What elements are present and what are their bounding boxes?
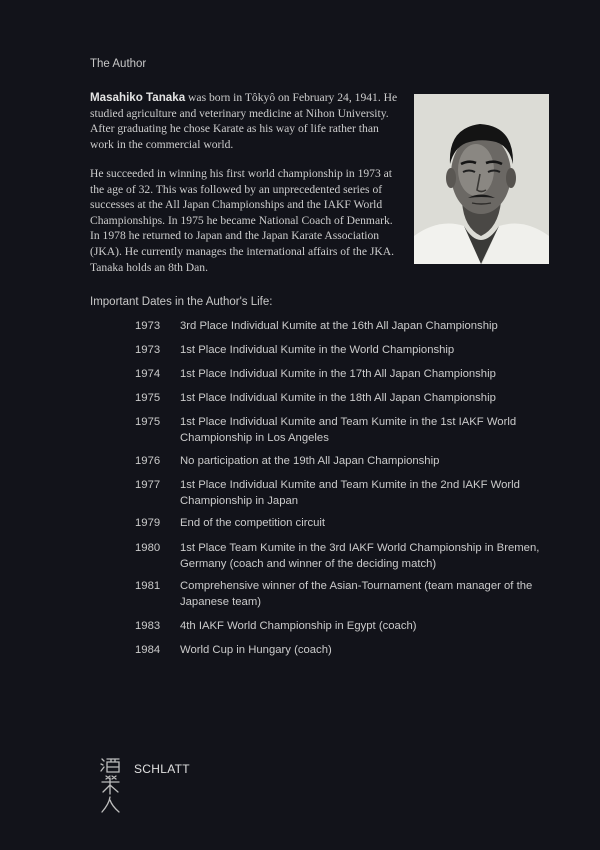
date-entry-text: 1st Place Individual Kumite and Team Kumite in the 1st IAKF World Championship in Los Angeles (180, 416, 517, 444)
publisher-seal (98, 756, 122, 819)
author-bio-paragraph-1 (90, 90, 400, 152)
date-entry-text: 1st Place Individual Kumite in the 17th All Japan Championship (180, 368, 496, 380)
date-entry-text: 1st Place Individual Kumite and Team Kumite in the 2nd IAKF World Championship in Japan (180, 479, 520, 507)
author-bio-paragraph-1-text: was born in Tôkyô on February 24, 1941. He studied agriculture and veterinary medicine at Nihon University. After graduating he chose Karate as his way of life rather than work in the commercial world. (90, 91, 398, 151)
date-entry-text: 1st Place Individual Kumite in the World Championship (180, 344, 455, 356)
author-portrait-image (414, 94, 549, 264)
date-entry-text: 1st Place Team Kumite in the 3rd IAKF World Championship in Bremen, Germany (coach and winner of the deciding match) (180, 542, 540, 570)
date-entry-year: 1983 (135, 620, 161, 632)
author-bio-paragraph-2: He succeeded in winning his first world championship in 1973 at the age of 32. This was followed by an unprecedented series of successes at the All Japan Championships and the IAKF World Championships. In 1975 he became National Coach of Denmark. In 1978 he returned to Japan and the Japan Karate Association (JKA). He currently manages the international affairs of the JKA. Tanaka holds an 8th Dan. (90, 167, 395, 274)
important-dates-heading: Important Dates in the Author's Life: (90, 296, 273, 308)
date-entry-year: 1979 (135, 517, 161, 529)
date-entry-year: 1981 (135, 580, 161, 592)
date-entry-year: 1974 (135, 368, 161, 380)
date-entry-text: World Cup in Hungary (coach) (180, 644, 332, 656)
author-portrait (414, 94, 549, 264)
date-entry-year: 1976 (135, 455, 161, 467)
publisher-name: SCHLATT (134, 762, 190, 776)
date-entry-year: 1973 (135, 320, 161, 332)
date-entry-text: Comprehensive winner of the Asian-Tournament (team manager of the Japanese team) (180, 580, 533, 608)
date-entry-year: 1973 (135, 344, 161, 356)
date-entry-year: 1984 (135, 644, 161, 656)
author-name: Masahiko Tanaka (90, 91, 186, 104)
date-entry-text: 4th IAKF World Championship in Egypt (coach) (180, 620, 417, 632)
author-section-heading: The Author (90, 58, 147, 70)
date-entry-text: 1st Place Individual Kumite in the 18th All Japan Championship (180, 392, 496, 404)
date-entry-text: End of the competition circuit (180, 517, 326, 529)
date-entry-year: 1975 (135, 416, 161, 428)
calligraphy-seal-icon (98, 756, 122, 814)
date-entry-text: 3rd Place Individual Kumite at the 16th All Japan Championship (180, 320, 498, 332)
date-entry-year: 1980 (135, 542, 161, 554)
date-entry-year: 1975 (135, 392, 161, 404)
date-entry-text: No participation at the 19th All Japan Championship (180, 455, 440, 467)
date-entry-year: 1977 (135, 479, 161, 491)
